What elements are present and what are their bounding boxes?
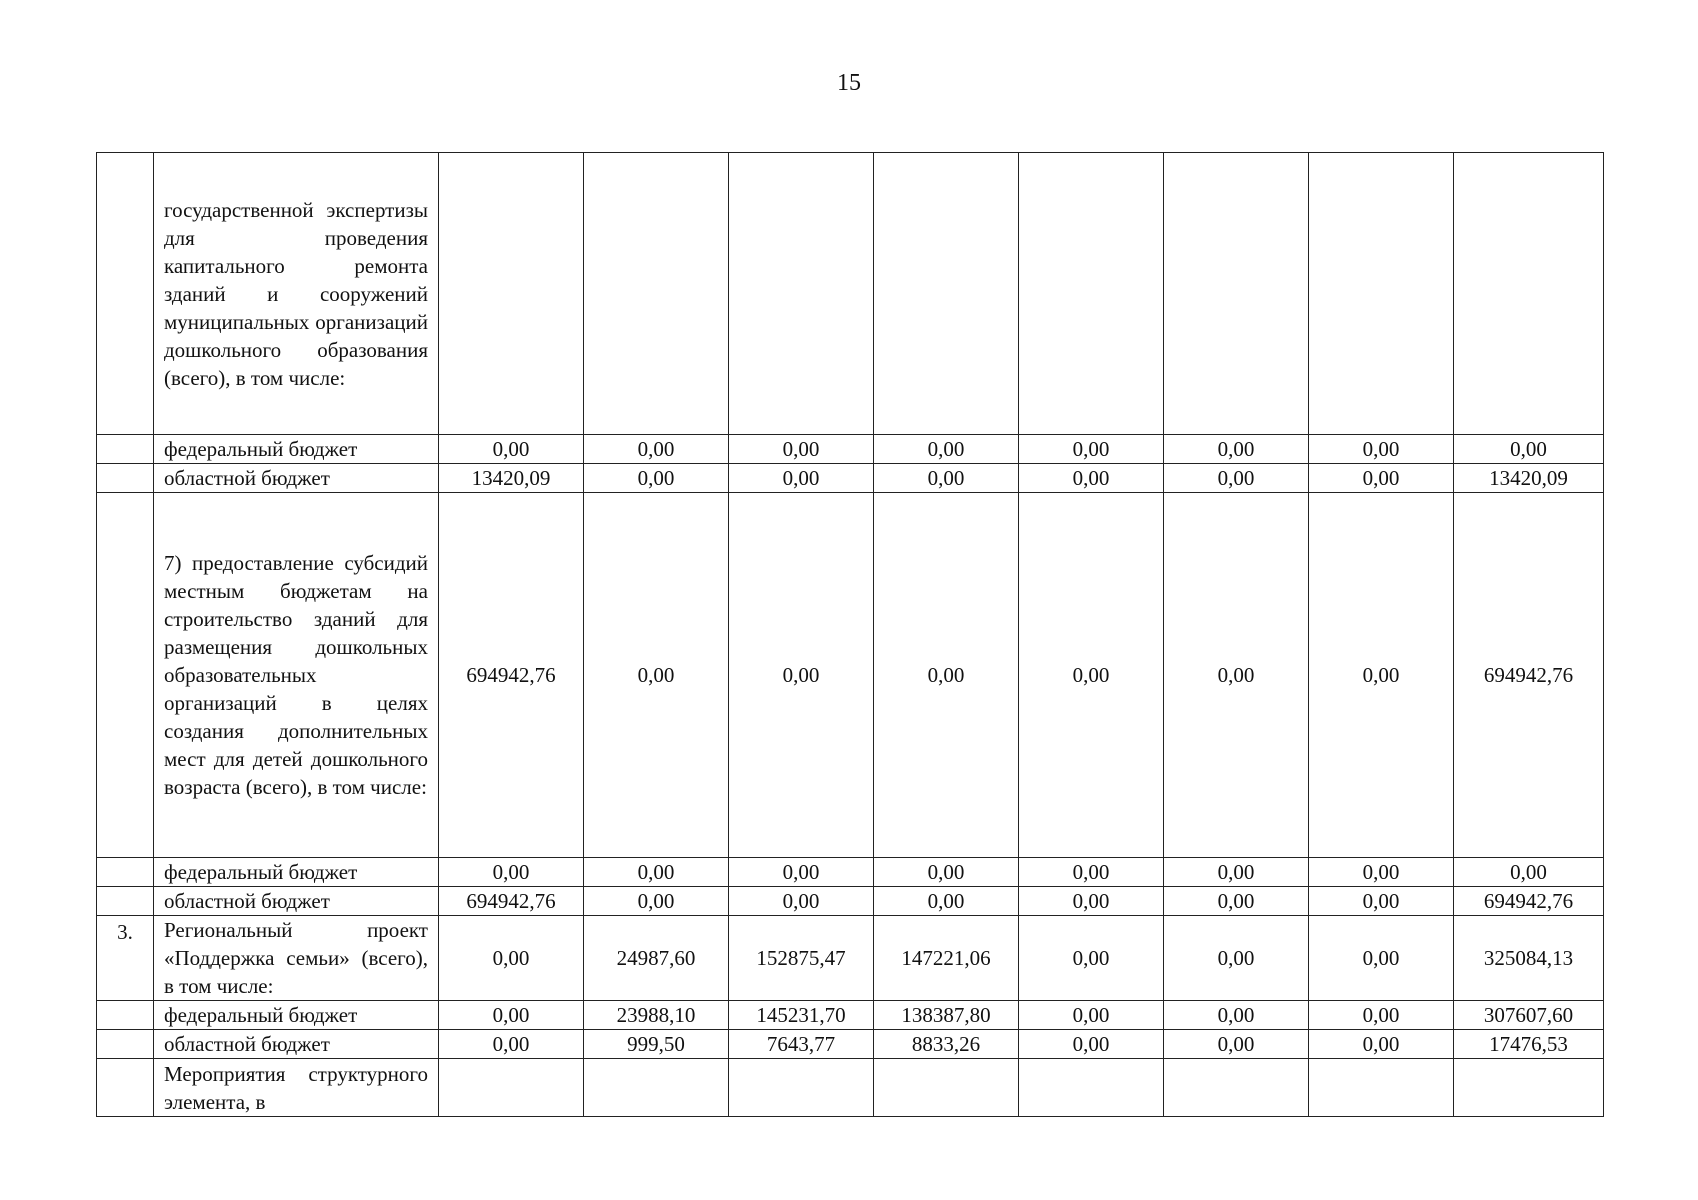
table-row [97,435,1604,464]
value-cell [584,153,729,435]
value-cell: 0,00 [584,887,729,916]
value-cell: 0,00 [439,916,584,1001]
table-row [97,887,1604,916]
value-cell: 0,00 [1164,464,1309,493]
value-cell: 138387,80 [874,1001,1019,1030]
value-cell: 0,00 [1309,1030,1454,1059]
row-number-cell [97,153,154,435]
value-cell: 0,00 [439,858,584,887]
table-row [97,916,1604,1001]
value-cell [584,1059,729,1117]
value-cell: 0,00 [1454,858,1604,887]
row-name-cell: государственной экспертизы для проведения капитального ремонта зданий и сооружений муниципальных организаций дошкольного образования (всего), в том числе: [154,153,439,435]
value-cell: 147221,06 [874,916,1019,1001]
row-number-cell [97,1059,154,1117]
value-cell: 0,00 [729,887,874,916]
value-cell: 694942,76 [1454,493,1604,858]
value-cell: 0,00 [584,493,729,858]
value-cell: 0,00 [1164,1030,1309,1059]
value-cell: 0,00 [874,493,1019,858]
value-cell: 0,00 [1164,858,1309,887]
value-cell: 325084,13 [1454,916,1604,1001]
value-cell: 0,00 [1019,493,1164,858]
value-cell: 0,00 [1019,435,1164,464]
value-cell: 694942,76 [439,887,584,916]
row-name-cell: Региональный проект «Поддержка семьи» (всего), в том числе: [154,916,439,1001]
value-cell: 17476,53 [1454,1030,1604,1059]
value-cell: 0,00 [874,464,1019,493]
value-cell: 0,00 [874,887,1019,916]
row-number-cell [97,887,154,916]
value-cell: 0,00 [1164,916,1309,1001]
value-cell: 7643,77 [729,1030,874,1059]
value-cell: 0,00 [584,858,729,887]
row-name-cell: 7) предоставление субсидий местным бюджетам на строительство зданий для размещения дошкольных образовательных организаций в целях создания дополнительных мест для детей дошкольного возраста (всего), в том числе: [154,493,439,858]
value-cell: 694942,76 [1454,887,1604,916]
row-name-cell: федеральный бюджет [154,1001,439,1030]
value-cell [1019,1059,1164,1117]
row-name-cell: областной бюджет [154,1030,439,1059]
value-cell: 0,00 [439,435,584,464]
row-number-cell [97,435,154,464]
value-cell: 0,00 [1019,464,1164,493]
value-cell: 152875,47 [729,916,874,1001]
value-cell: 0,00 [729,464,874,493]
value-cell: 24987,60 [584,916,729,1001]
value-cell: 694942,76 [439,493,584,858]
value-cell: 307607,60 [1454,1001,1604,1030]
table-row [97,1030,1604,1059]
value-cell [874,1059,1019,1117]
value-cell [1454,1059,1604,1117]
value-cell: 0,00 [1164,1001,1309,1030]
row-number-cell [97,1030,154,1059]
value-cell: 0,00 [1019,887,1164,916]
value-cell [729,153,874,435]
value-cell [874,153,1019,435]
row-number-cell: 3. [97,916,154,1001]
value-cell: 0,00 [874,858,1019,887]
value-cell: 0,00 [874,435,1019,464]
table-row [97,858,1604,887]
row-name-cell: Мероприятия структурного элемента, в [154,1059,439,1117]
value-cell: 0,00 [1164,887,1309,916]
row-number-cell [97,1001,154,1030]
value-cell: 13420,09 [1454,464,1604,493]
table-row [97,464,1604,493]
budget-table [96,152,1604,1117]
row-number-cell [97,464,154,493]
value-cell [1164,153,1309,435]
value-cell [1164,1059,1309,1117]
value-cell: 0,00 [1309,1001,1454,1030]
value-cell: 0,00 [439,1001,584,1030]
value-cell: 0,00 [1019,1030,1164,1059]
table-row [97,493,1604,858]
value-cell: 0,00 [439,1030,584,1059]
table-row [97,1001,1604,1030]
table-row [97,153,1604,435]
value-cell [729,1059,874,1117]
row-number-cell [97,858,154,887]
row-name-cell: федеральный бюджет [154,858,439,887]
value-cell: 0,00 [1309,464,1454,493]
value-cell: 0,00 [729,493,874,858]
value-cell: 0,00 [1309,887,1454,916]
value-cell: 0,00 [729,858,874,887]
value-cell [439,153,584,435]
value-cell: 0,00 [1019,858,1164,887]
value-cell: 0,00 [1309,435,1454,464]
value-cell: 0,00 [1164,493,1309,858]
value-cell [1019,153,1164,435]
value-cell [1309,1059,1454,1117]
page-number: 15 [837,70,861,96]
value-cell: 23988,10 [584,1001,729,1030]
value-cell: 0,00 [584,435,729,464]
value-cell: 0,00 [1454,435,1604,464]
value-cell: 8833,26 [874,1030,1019,1059]
value-cell: 145231,70 [729,1001,874,1030]
value-cell: 0,00 [1309,493,1454,858]
row-name-cell: областной бюджет [154,464,439,493]
value-cell: 0,00 [1019,1001,1164,1030]
value-cell: 13420,09 [439,464,584,493]
table-row [97,1059,1604,1117]
value-cell: 999,50 [584,1030,729,1059]
value-cell: 0,00 [584,464,729,493]
row-number-cell [97,493,154,858]
value-cell: 0,00 [1309,916,1454,1001]
value-cell [1309,153,1454,435]
value-cell [1454,153,1604,435]
value-cell: 0,00 [1309,858,1454,887]
value-cell: 0,00 [729,435,874,464]
value-cell [439,1059,584,1117]
value-cell: 0,00 [1019,916,1164,1001]
row-name-cell: областной бюджет [154,887,439,916]
value-cell: 0,00 [1164,435,1309,464]
row-name-cell: федеральный бюджет [154,435,439,464]
